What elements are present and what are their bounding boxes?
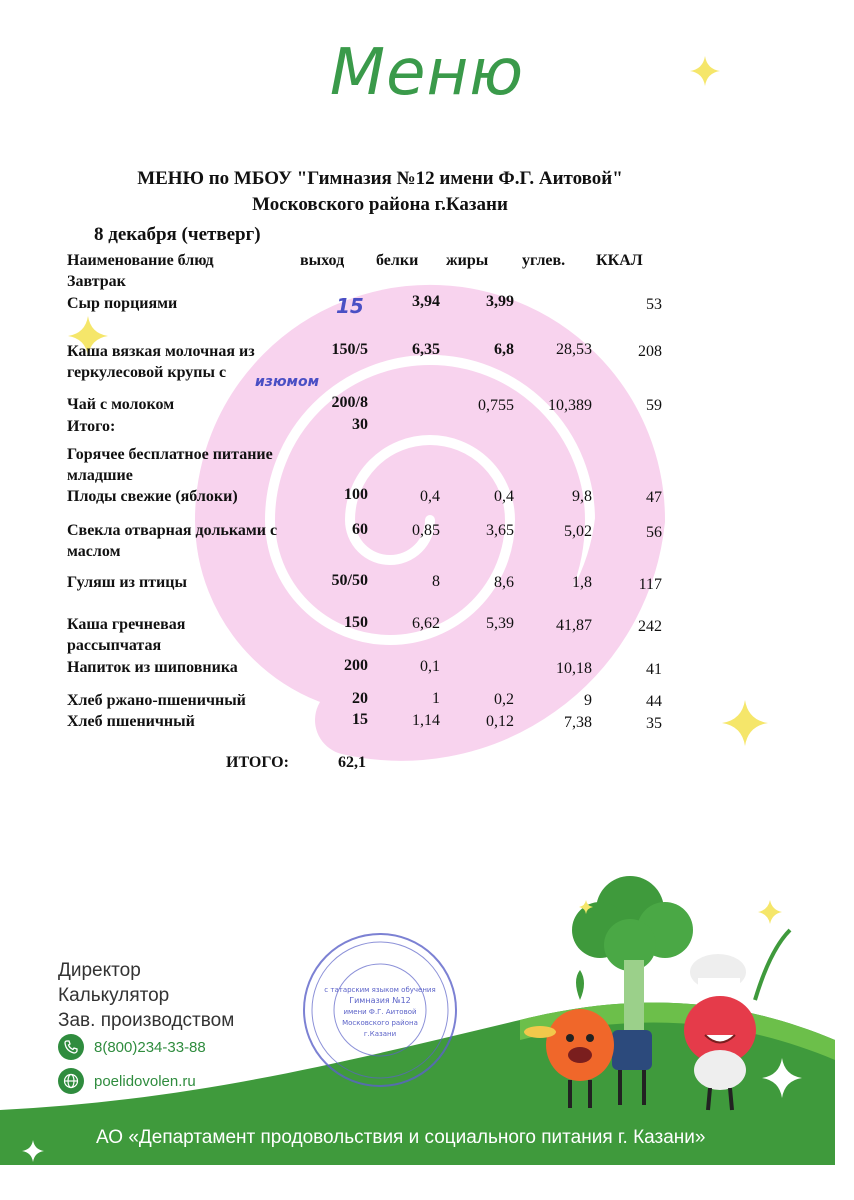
dish-carbs: 9,8	[572, 488, 592, 505]
contact-phone	[58, 1034, 206, 1060]
dish-kcal: 56	[646, 524, 662, 541]
total-label: ИТОГО:	[226, 754, 289, 771]
menu-date: 8 декабря (четверг)	[94, 224, 261, 245]
stamp-text: имени Ф.Г. Аитовой	[343, 1008, 417, 1016]
dish-protein: 6,62	[412, 615, 440, 632]
dish-kcal: 53	[646, 296, 662, 313]
dish-name: Напиток из шиповника	[67, 659, 238, 676]
dish-kcal: 41	[646, 661, 662, 678]
dish-protein: 1	[432, 690, 440, 707]
stamp-text: Гимназия №12	[349, 996, 411, 1005]
column-header-name: Наименование блюд	[67, 252, 214, 269]
company-name: АО «Департамент продовольствия и социального питания г. Казани»	[96, 1127, 706, 1148]
dish-name: Хлеб пшеничный	[67, 713, 195, 730]
dish-kcal: 208	[638, 343, 662, 360]
dish-kcal: 242	[638, 618, 662, 635]
column-header-output: выход	[300, 252, 345, 269]
dish-protein: 0,1	[420, 658, 440, 675]
dish-carbs: 10,389	[548, 397, 592, 414]
dish-name: Каша гречневая рассыпчатая	[67, 616, 186, 654]
dish-output: 15	[352, 711, 368, 728]
website-link[interactable]: poelidovolen.ru	[94, 1072, 196, 1090]
dish-output-handwritten: 15	[336, 294, 364, 318]
dish-name: Каша вязкая молочная из геркулесовой крупы с	[67, 343, 255, 381]
dish-output: 60	[352, 521, 368, 538]
stamp-text: г.Казани	[363, 1030, 397, 1038]
subtotal-label: Итого:	[67, 418, 116, 435]
column-header-carbs: углев.	[522, 252, 566, 269]
role-calculator: Калькулятор	[58, 985, 170, 1006]
dish-carbs: 1,8	[572, 574, 592, 591]
column-header-kcal: ККАЛ	[596, 252, 643, 269]
signature-roles	[58, 958, 234, 1033]
dish-fat: 3,65	[486, 522, 514, 539]
menu-heading-school: МЕНЮ по МБОУ "Гимназия №12 имени Ф.Г. Аитовой"	[137, 168, 623, 189]
role-production-head: Зав. производством	[58, 1010, 235, 1031]
dish-output: 200	[344, 657, 368, 674]
total-value: 62,1	[338, 754, 366, 771]
dish-output: 200/8	[331, 394, 368, 411]
section-breakfast: Завтрак	[67, 273, 126, 290]
phone-icon	[58, 1034, 84, 1060]
onion-mascot	[524, 970, 614, 1108]
dish-kcal: 47	[646, 489, 662, 506]
dish-output: 20	[352, 690, 368, 707]
dish-output: 150/5	[331, 341, 368, 358]
dish-protein: 8	[432, 573, 440, 590]
dish-name: Хлеб ржано-пшеничный	[67, 692, 246, 709]
dish-fat: 0,2	[494, 691, 514, 708]
contact-website	[58, 1068, 196, 1094]
menu-heading-district: Московского района г.Казани	[252, 194, 508, 215]
dish-protein: 0,4	[420, 488, 440, 505]
dish-carbs: 9	[584, 692, 592, 709]
dish-output: 50/50	[331, 572, 368, 589]
dish-kcal: 59	[646, 397, 662, 414]
dish-fat: 0,755	[478, 397, 514, 414]
dish-fat: 8,6	[494, 574, 514, 591]
subtotal-value: 30	[352, 416, 368, 433]
dish-output: 100	[344, 486, 368, 503]
column-header-fat: жиры	[446, 252, 489, 269]
stamp-text: с татарским языком обучения	[324, 986, 436, 994]
dish-kcal: 35	[646, 715, 662, 732]
dish-name: Плоды свежие (яблоки)	[67, 488, 238, 505]
dish-protein: 0,85	[412, 522, 440, 539]
dish-fat: 5,39	[486, 615, 514, 632]
official-stamp	[300, 930, 460, 1090]
dish-fat: 6,8	[494, 341, 514, 358]
dish-fat: 3,99	[486, 293, 514, 310]
dish-carbs: 41,87	[556, 617, 592, 634]
dish-name: Чай с молоком	[67, 396, 175, 413]
dish-carbs: 7,38	[564, 714, 592, 731]
menu-logo-title: Меню	[329, 36, 525, 110]
dish-kcal: 117	[638, 576, 662, 593]
phone-number: 8(800)234-33-88	[94, 1038, 206, 1056]
dish-output: 150	[344, 614, 368, 631]
globe-icon	[58, 1068, 84, 1094]
dish-protein: 3,94	[412, 293, 440, 310]
dish-name: Гуляш из птицы	[67, 574, 187, 591]
column-header-protein: белки	[376, 252, 419, 269]
dish-carbs: 28,53	[556, 341, 592, 358]
dish-protein: 6,35	[412, 341, 440, 358]
dish-carbs: 10,18	[556, 660, 592, 677]
dish-fat: 0,4	[494, 488, 514, 505]
handwritten-note: изюмом	[255, 374, 320, 390]
dish-fat: 0,12	[486, 713, 514, 730]
stamp-text: Московского района	[342, 1019, 418, 1027]
dish-carbs: 5,02	[564, 523, 592, 540]
beet-chef-mascot	[684, 930, 790, 1110]
sparkle-icon	[22, 1140, 44, 1162]
dish-kcal: 44	[646, 693, 662, 710]
dish-protein: 1,14	[412, 712, 440, 729]
role-director: Директор	[58, 960, 141, 981]
section-hot-meal: Горячее бесплатное питание младшие	[67, 446, 273, 484]
vegetable-mascots-illustration	[520, 860, 820, 1130]
dish-name: Сыр порциями	[67, 295, 178, 312]
dish-name: Свекла отварная дольками с маслом	[67, 522, 278, 560]
